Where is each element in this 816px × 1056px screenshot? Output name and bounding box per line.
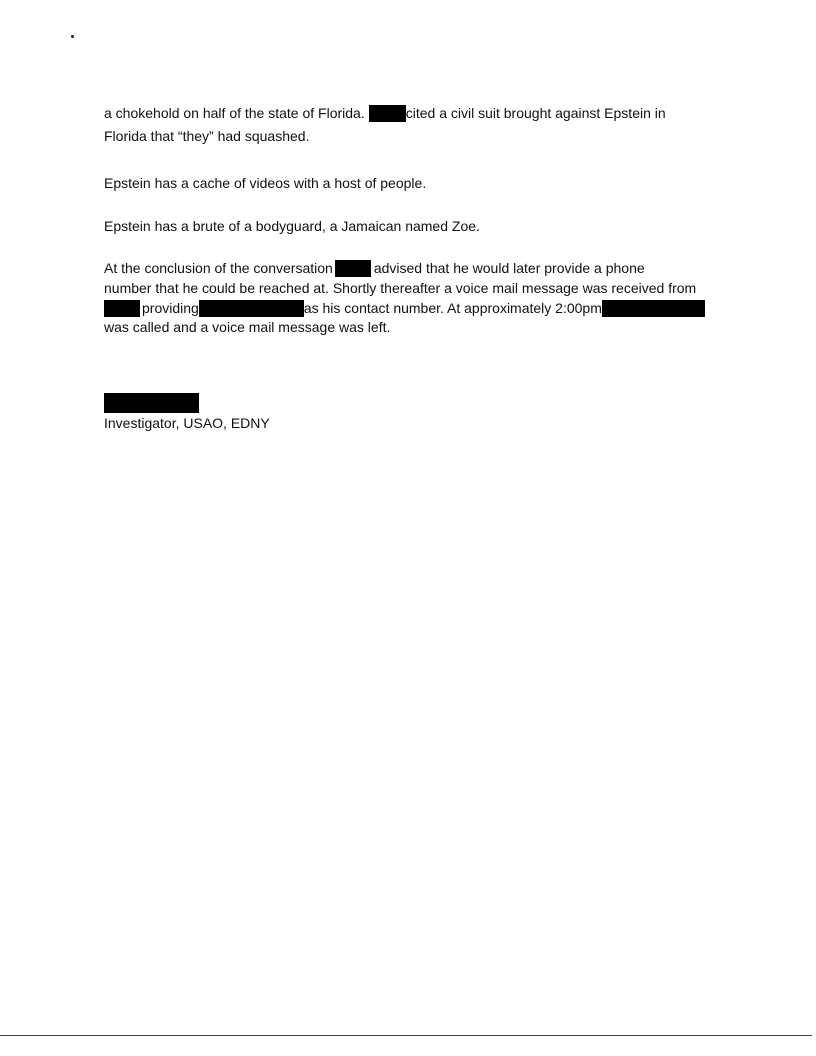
text: Epstein has a cache of videos with a host of people. — [104, 175, 427, 191]
redaction-box — [104, 300, 140, 317]
paragraph-4-line-1 — [104, 259, 645, 277]
paragraph-4-line-3 — [104, 299, 705, 317]
paragraph-1-line-2 — [104, 127, 309, 145]
text: At the conclusion of the conversation — [104, 260, 333, 276]
footer-rule — [0, 1035, 812, 1036]
stray-mark — [71, 35, 74, 38]
text: a chokehold on half of the state of Florida. — [104, 105, 365, 121]
text: Investigator, USAO, EDNY — [104, 415, 270, 431]
paragraph-2-line-1 — [104, 174, 426, 192]
signature-title — [104, 414, 270, 432]
text: providing — [142, 300, 199, 316]
text: cited a civil suit brought against Epstein in — [405, 105, 666, 121]
text: as his contact number. At approximately 2:00pm — [303, 300, 602, 316]
redaction-box — [335, 260, 371, 277]
signature-name-redaction — [104, 393, 199, 413]
text: Florida that “they” had squashed. — [104, 128, 310, 144]
paragraph-4-line-4 — [104, 318, 390, 336]
redaction-box — [369, 105, 406, 122]
text: Epstein has a brute of a bodyguard, a Jamaican named Zoe. — [104, 218, 480, 234]
redaction-box — [199, 300, 304, 317]
text: advised that he would later provide a phone — [373, 260, 645, 276]
paragraph-1-line-1 — [104, 104, 666, 122]
text: was called and a voice mail message was left. — [104, 319, 391, 335]
text: number that he could be reached at. Shortly thereafter a voice mail message was received from — [104, 280, 697, 296]
redaction-box — [602, 300, 705, 317]
paragraph-4-line-2 — [104, 279, 696, 297]
paragraph-3-line-1 — [104, 217, 480, 235]
